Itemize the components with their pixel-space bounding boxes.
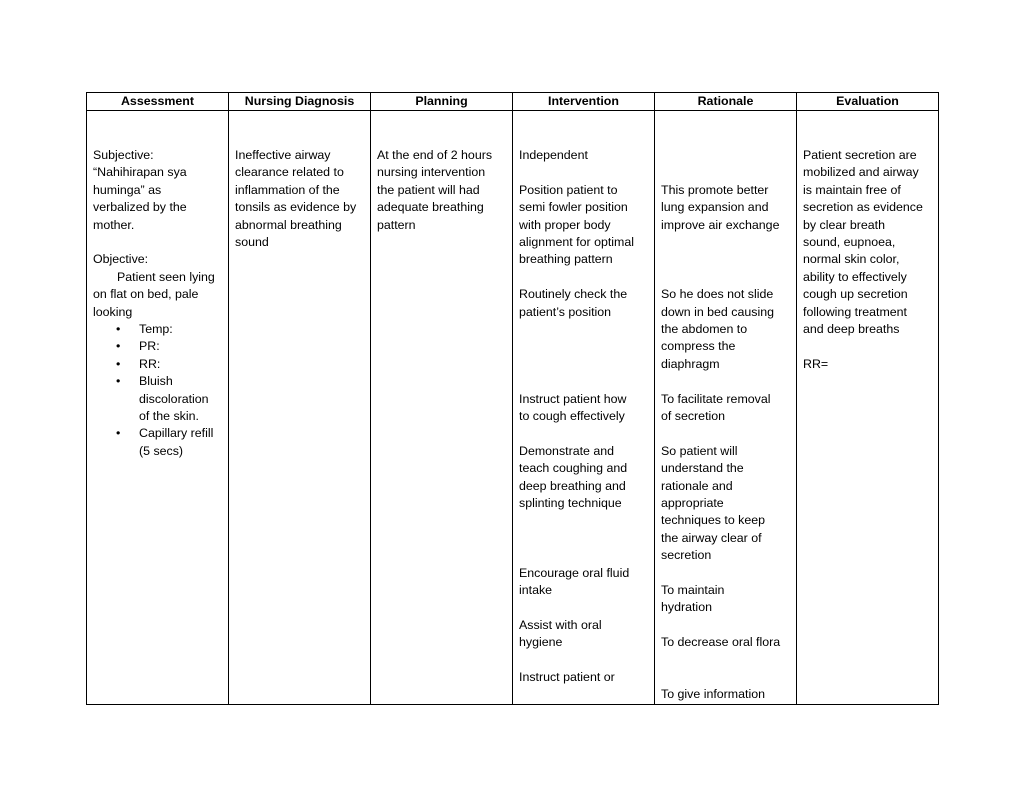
- subjective-label: Subjective:: [93, 148, 154, 162]
- rationale-item: To decrease oral flora: [661, 635, 781, 650]
- header-intervention: Intervention: [513, 93, 655, 111]
- header-evaluation: Evaluation: [797, 93, 939, 111]
- objective-text: Patient seen lying on flat on bed, pale looking: [93, 269, 215, 319]
- intervention-heading: Independent: [519, 148, 588, 162]
- intervention-item: Encourage oral fluid intake: [519, 565, 630, 598]
- evaluation-text: Patient secretion are mobilized and airway is maintain free of secretion as evidence by clear breath sound, eupnoea, normal skin color, ability to effectively cough up secretion following treatment and deep breaths: [803, 148, 923, 337]
- diagnosis-text: Ineffective airway clearance related to inflammation of the tonsils as evidence by abnormal breathing sound: [235, 148, 357, 250]
- intervention-item: Position patient to semi fowler position with proper body alignment for optimal breathing pattern: [519, 182, 635, 267]
- header-assessment: Assessment: [87, 93, 229, 111]
- table-body-row: [87, 111, 939, 705]
- rationale-cell: [655, 111, 797, 705]
- bullet-temp: • Temp:: [139, 321, 222, 338]
- subjective-text: “Nahihirapan sya huminga” as verbalized by the mother.: [93, 165, 187, 232]
- intervention-item: Assist with oral hygiene: [519, 617, 602, 650]
- planning-text: At the end of 2 hours nursing intervention the patient will had adequate breathing pattern: [377, 148, 493, 232]
- evaluation-rr: RR=: [803, 356, 829, 371]
- intervention-item: Instruct patient how to cough effectively: [519, 391, 627, 424]
- table-header-row: [87, 93, 939, 111]
- rationale-item: To facilitate removal of secretion: [661, 391, 771, 424]
- intervention-cell: [513, 111, 655, 705]
- rationale-item: To give information: [661, 687, 765, 702]
- intervention-item: Routinely check the patient’s position: [519, 287, 628, 319]
- diagnosis-cell: [229, 111, 371, 705]
- intervention-item: Demonstrate and teach coughing and deep breathing and splinting technique: [519, 443, 628, 511]
- evaluation-cell: [797, 111, 939, 705]
- assessment-cell: [87, 111, 229, 705]
- rationale-item: So he does not slide down in bed causing the abdomen to compress the diaphragm: [661, 287, 774, 371]
- bullet-bluish-discoloration: • Bluish discoloration of the skin.: [139, 373, 222, 425]
- bullet-rr: • RR:: [139, 356, 222, 373]
- header-nursing-diagnosis: Nursing Diagnosis: [229, 93, 371, 111]
- objective-label: Objective:: [93, 252, 149, 267]
- bullet-capillary-refill: • Capillary refill (5 secs): [139, 425, 222, 460]
- header-rationale: Rationale: [655, 93, 797, 111]
- planning-cell: [371, 111, 513, 705]
- bullet-pr: • PR:: [139, 338, 222, 355]
- intervention-item: Instruct patient or: [519, 670, 615, 685]
- rationale-item: To maintain hydration: [661, 583, 725, 615]
- rationale-item: This promote better lung expansion and improve air exchange: [661, 182, 780, 232]
- rationale-item: So patient will understand the rationale and appropriate techniques to keep the airway clear of secretion: [661, 443, 766, 563]
- nursing-care-plan-table: [86, 92, 939, 705]
- objective-bullet-list: [93, 321, 222, 460]
- header-planning: Planning: [371, 93, 513, 111]
